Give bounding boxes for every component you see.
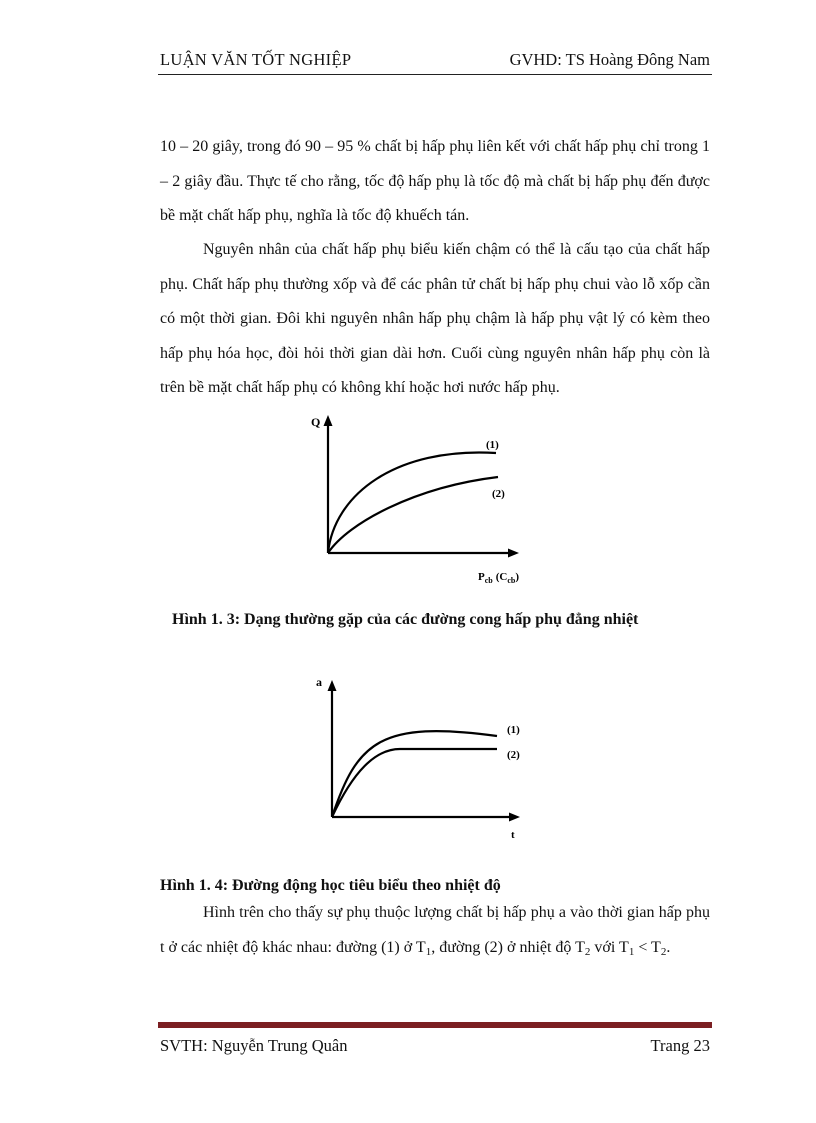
kinetic-y-arrow <box>328 680 337 691</box>
page-header <box>160 50 710 72</box>
header-divider <box>158 74 712 75</box>
figure-1-3-caption: Hình 1. 3: Dạng thường gặp của các đường cong hấp phụ đẳng nhiệt <box>172 611 639 628</box>
kinetic-x-arrow <box>509 813 520 822</box>
isotherm-curve-2 <box>328 477 498 553</box>
figure-isotherm-curves <box>300 405 540 590</box>
footer-divider <box>158 1022 712 1028</box>
isotherm-y-label: Q <box>311 415 321 429</box>
figure-1-4-caption: Hình 1. 4: Đường động học tiêu biểu theo nhiệt độ <box>160 877 501 894</box>
header-advisor: GVHD: TS Hoàng Đông Nam <box>509 50 710 69</box>
isotherm-x-label: $P_{cb}$ $(C_{cb})$ <box>478 571 520 585</box>
footer-student: SVTH: Nguyễn Trung Quân <box>160 1036 348 1055</box>
figure-kinetic-curves <box>305 672 535 842</box>
kinetic-curve-1-label: (1) <box>507 724 520 736</box>
isotherm-y-arrow <box>324 415 333 426</box>
kinetic-x-label: t <box>511 829 515 841</box>
isotherm-x-arrow <box>508 549 519 558</box>
kinetic-curve-2 <box>332 749 497 817</box>
page-footer <box>160 1036 710 1058</box>
paragraph-adsorption-speed: 10 – 20 giây, trong đó 90 – 95 % chất bị hấp phụ liên kết với chất hấp phụ chỉ trong 1 – 2 giây đầu. Thực tế cho rằng, tốc độ hấp phụ là tốc độ mà chất bị hấp phụ đến được bề mặt chất hấp phụ, nghĩa là tốc độ khuếch tán. <box>160 138 710 224</box>
isotherm-curve-1-label: (1) <box>486 439 499 451</box>
kinetic-y-label: a <box>316 675 322 689</box>
header-thesis-title: LUẬN VĂN TỐT NGHIỆP <box>160 50 352 69</box>
paragraph-figure-explanation: Hình trên cho thấy sự phụ thuộc lượng chất bị hấp phụ a vào thời gian hấp phụ t ở các nhiệt độ khác nhau: đường (1) ở $T_1$, đường (2) ở nhiệt độ $T_2$ với $T_1 < T_2$. <box>160 904 710 958</box>
isotherm-curve-2-label: (2) <box>492 488 505 500</box>
footer-page-number: Trang 23 <box>650 1036 710 1055</box>
kinetic-curve-2-label: (2) <box>507 749 520 761</box>
paragraph-slow-adsorption-causes: Nguyên nhân của chất hấp phụ biểu kiến chậm có thể là cấu tạo của chất hấp phụ. Chất hấp phụ thường xốp và để các phân tử chất bị hấp phụ chui vào lỗ xốp cần có một thời gian. Đôi khi nguyên nhân hấp phụ chậm là hấp phụ vật lý có kèm theo hấp phụ hóa học, đòi hỏi thời gian dài hơn. Cuối cùng nguyên nhân hấp phụ còn là trên bề mặt chất hấp phụ có không khí hoặc hơi nước hấp phụ. <box>160 241 710 396</box>
isotherm-curve-1 <box>328 452 496 553</box>
